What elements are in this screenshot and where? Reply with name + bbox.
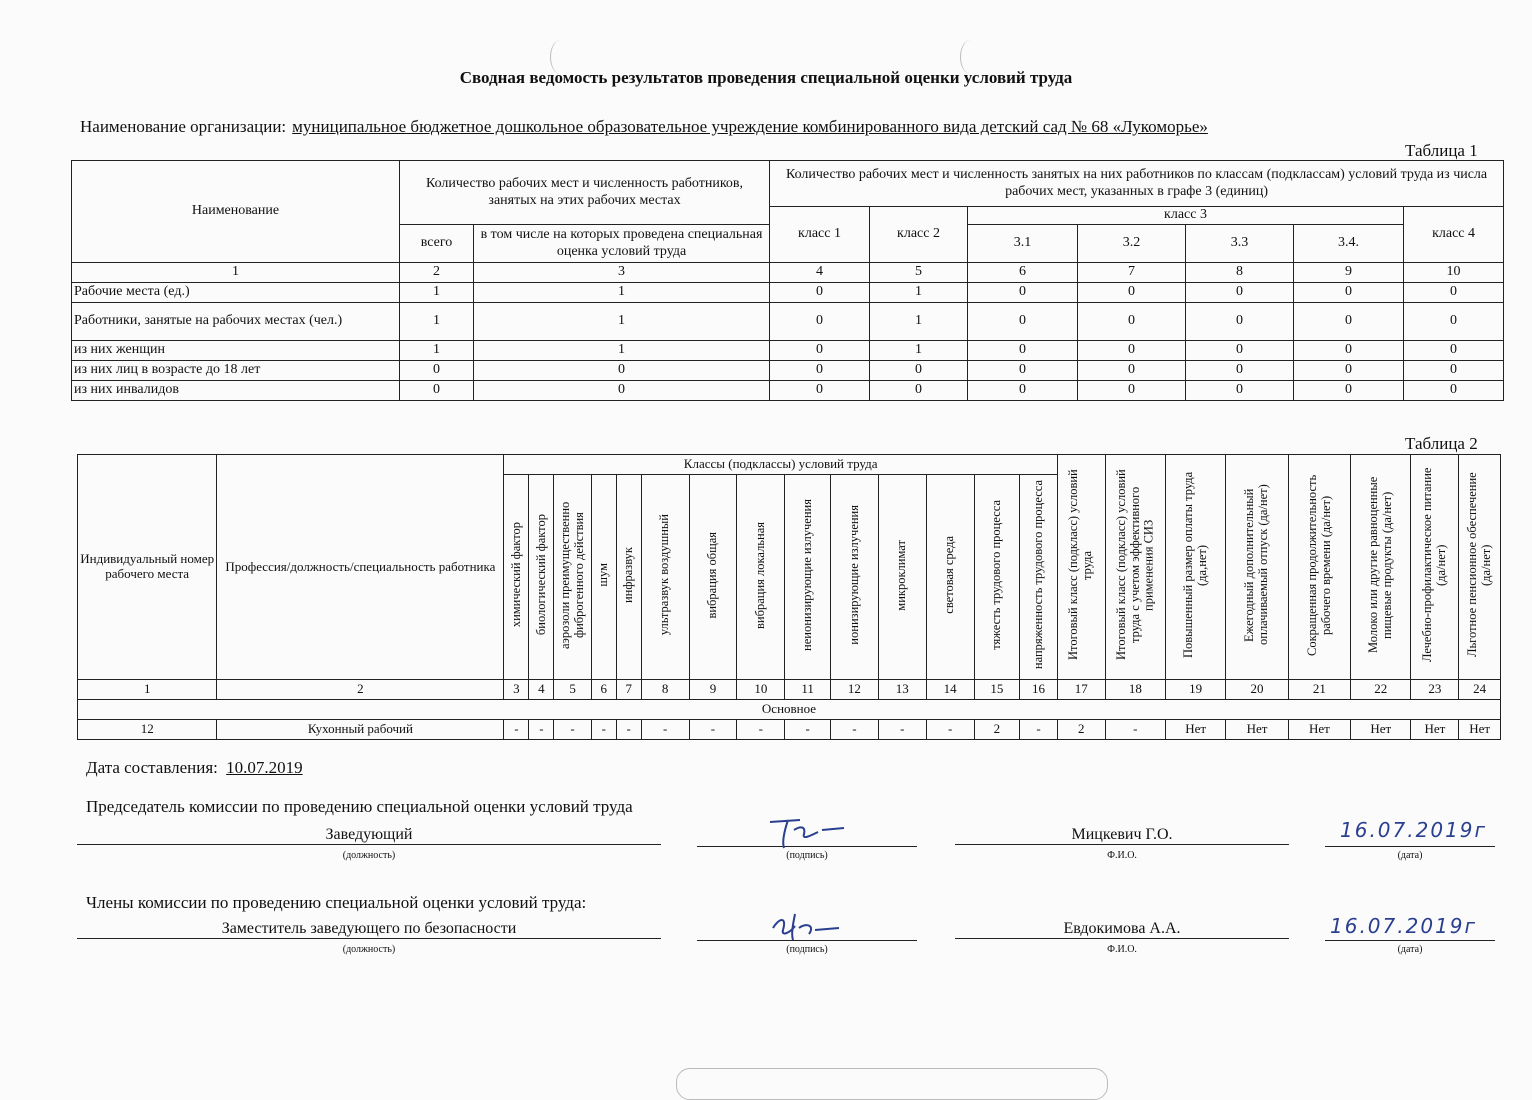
header-name: Наименование — [72, 161, 400, 263]
position-caption: (должность) — [342, 850, 396, 861]
column-number: 8 — [1186, 263, 1294, 283]
row-label: из них лиц в возрасте до 18 лет — [72, 361, 400, 381]
header-factor — [504, 475, 529, 680]
table-cell: Нет — [1165, 719, 1225, 739]
table-cell: 1 — [474, 341, 770, 361]
header-factor — [1020, 475, 1058, 680]
header-factor-label: ионизирующие излучения — [846, 505, 861, 645]
table-cell: 0 — [1294, 283, 1404, 303]
column-number: 10 — [1404, 263, 1504, 283]
document-title: Сводная ведомость результатов проведения специальной оценки условий труда — [459, 68, 1073, 87]
table-cell: 0 — [770, 303, 870, 341]
table-cell: 0 — [1078, 381, 1186, 401]
table-cell: Нет — [1411, 719, 1459, 739]
table-cell: 0 — [770, 381, 870, 401]
header-extra-label: Лечебно-профилактическое питание (да/нет) — [1420, 467, 1448, 663]
table-cell: - — [878, 719, 926, 739]
table-cell: 0 — [1294, 341, 1404, 361]
header-extra — [1105, 455, 1165, 680]
table-cell: Нет — [1226, 719, 1288, 739]
table-2 — [77, 454, 1501, 740]
fio-caption: Ф.И.О. — [1107, 944, 1137, 955]
row-label: из них женщин — [72, 341, 400, 361]
date-line — [86, 758, 303, 778]
column-number: 2 — [400, 263, 474, 283]
header-factor-label: биологический фактор — [533, 514, 548, 636]
table-cell: 0 — [400, 381, 474, 401]
date-caption: (дата) — [1397, 944, 1423, 955]
header-factor-label: инфразвук — [620, 546, 635, 603]
table-cell: 0 — [968, 341, 1078, 361]
table2-caption: Таблица 2 — [1405, 434, 1478, 453]
header-factor — [831, 475, 879, 680]
header-extra-label: Молоко или другие равноценные пищевые продукты (да/нет) — [1366, 476, 1394, 654]
table-cell: Нет — [1351, 719, 1411, 739]
header-extra-label: Итоговый класс (подкласс) условий труда с учетом эффективного применения СИЗ — [1113, 469, 1156, 661]
header-3-4: 3.4. — [1294, 225, 1404, 263]
table-cell: 1 — [870, 283, 968, 303]
table-cell: - — [504, 719, 529, 739]
column-number: 20 — [1226, 679, 1288, 699]
table-cell: 2 — [1057, 719, 1105, 739]
header-factor-label: ультразвук воздушный — [657, 514, 672, 636]
table-cell: 0 — [1186, 361, 1294, 381]
table-cell: 0 — [1186, 341, 1294, 361]
table-cell: 0 — [1078, 283, 1186, 303]
table-1 — [71, 160, 1504, 401]
header-extra — [1351, 455, 1411, 680]
header-profession: Профессия/должность/специальность работника — [217, 455, 504, 680]
table-cell: 1 — [400, 341, 474, 361]
header-extra-label: Итоговый класс (подкласс) условий труда — [1066, 469, 1095, 661]
date-caption: (дата) — [1397, 850, 1423, 861]
table-cell: - — [641, 719, 689, 739]
table-cell: 0 — [770, 361, 870, 381]
position-caption: (должность) — [342, 944, 396, 955]
org-label: Наименование организации: — [80, 117, 287, 136]
header-factor-label: шум — [595, 563, 610, 587]
table-cell: 0 — [1404, 361, 1504, 381]
organization-line — [80, 117, 1208, 137]
header-factor-label: напряженность трудового процесса — [1030, 480, 1045, 670]
member-fio: Евдокимова А.А. — [955, 920, 1289, 939]
table-cell: 1 — [474, 303, 770, 341]
column-number: 7 — [616, 679, 641, 699]
header-extra-label: Сокращенная продолжительность рабочего времени (да/нет) — [1304, 474, 1333, 656]
column-number: 18 — [1105, 679, 1165, 699]
header-factor-label: световая среда — [942, 536, 957, 614]
column-numbers-row — [78, 679, 1501, 699]
column-number: 19 — [1165, 679, 1225, 699]
header-factor-label: химический фактор — [508, 522, 523, 628]
column-numbers-row — [72, 263, 1504, 283]
table-row — [72, 361, 1504, 381]
column-number: 4 — [529, 679, 554, 699]
table-cell: - — [554, 719, 591, 739]
table-cell: 0 — [1078, 361, 1186, 381]
table-cell: - — [529, 719, 554, 739]
chair-heading: Председатель комиссии по проведению специальной оценки условий труда — [86, 797, 633, 816]
table-cell: - — [737, 719, 785, 739]
table-cell: - — [591, 719, 616, 739]
signature-caption: (подпись) — [786, 944, 828, 955]
table-row — [72, 381, 1504, 401]
column-number: 6 — [968, 263, 1078, 283]
column-number: 22 — [1351, 679, 1411, 699]
table-cell: 1 — [474, 283, 770, 303]
date-value: 10.07.2019 — [226, 758, 303, 777]
table-cell: - — [616, 719, 641, 739]
header-factor-label: вибрация локальная — [752, 521, 767, 629]
table-cell: - — [1105, 719, 1165, 739]
header-factor — [926, 475, 974, 680]
column-number: 9 — [1294, 263, 1404, 283]
column-number: 14 — [926, 679, 974, 699]
table-cell: - — [926, 719, 974, 739]
table-cell: 0 — [1404, 283, 1504, 303]
signature-caption: (подпись) — [786, 850, 828, 861]
column-number: 16 — [1020, 679, 1058, 699]
table-cell: 2 — [974, 719, 1020, 739]
column-number: 3 — [474, 263, 770, 283]
header-extra — [1288, 455, 1350, 680]
table-cell: 0 — [1294, 361, 1404, 381]
table-cell: Нет — [1459, 719, 1501, 739]
header-factor — [878, 475, 926, 680]
row-label: Рабочие места (ед.) — [72, 283, 400, 303]
table-cell: 0 — [770, 341, 870, 361]
member-signature — [765, 906, 845, 946]
table-cell: 1 — [400, 303, 474, 341]
member-date-line — [1325, 940, 1495, 941]
table-cell: Нет — [1288, 719, 1350, 739]
header-factor-label: неионизирующие излучения — [799, 499, 814, 651]
table-cell: 0 — [474, 381, 770, 401]
header-workplace-number: Индивидуальный номер рабочего места — [78, 455, 217, 680]
header-factor — [591, 475, 616, 680]
column-number: 17 — [1057, 679, 1105, 699]
member-date: 16.07.2019г — [1330, 914, 1478, 938]
chair-signature — [760, 812, 850, 852]
section-main: Основное — [78, 699, 1501, 719]
table-cell: - — [785, 719, 831, 739]
table-cell: 0 — [968, 381, 1078, 401]
table-row — [72, 341, 1504, 361]
header-factor — [529, 475, 554, 680]
table-cell: 0 — [1078, 341, 1186, 361]
column-number: 5 — [554, 679, 591, 699]
column-number: 10 — [737, 679, 785, 699]
header-extra-label: Льготное пенсионное обеспечение (да/нет) — [1464, 472, 1493, 658]
row-label: из них инвалидов — [72, 381, 400, 401]
header-extra — [1057, 455, 1105, 680]
column-number: 23 — [1411, 679, 1459, 699]
header-assessed: в том числе на которых проведена специальная оценка условий труда — [474, 225, 770, 263]
header-factor — [974, 475, 1020, 680]
header-extra — [1165, 455, 1225, 680]
header-factor — [689, 475, 737, 680]
table-cell: 0 — [968, 361, 1078, 381]
column-number: 4 — [770, 263, 870, 283]
column-number: 1 — [78, 679, 217, 699]
header-extra — [1226, 455, 1288, 680]
header-class-1: класс 1 — [770, 207, 870, 263]
table-cell: 1 — [400, 283, 474, 303]
chair-date-line — [1325, 846, 1495, 847]
row-label: Работники, занятые на рабочих местах (чел.) — [72, 303, 400, 341]
column-number: 5 — [870, 263, 968, 283]
members-heading: Члены комиссии по проведению специальной оценки условий труда: — [86, 893, 587, 912]
header-classes: Классы (подклассы) условий труда — [504, 455, 1057, 475]
column-number: 3 — [504, 679, 529, 699]
table-cell: 0 — [968, 283, 1078, 303]
header-extra-label: Ежегодный дополнительный оплачиваемый отпуск (да/нет) — [1242, 484, 1271, 646]
chair-date: 16.07.2019г — [1340, 818, 1488, 842]
header-factor — [641, 475, 689, 680]
header-extra — [1411, 455, 1459, 680]
header-extra-label: Повышенный размер оплаты труда (да,нет) — [1180, 471, 1209, 659]
column-number: 8 — [641, 679, 689, 699]
column-number: 6 — [591, 679, 616, 699]
header-factor — [737, 475, 785, 680]
chair-position: Заведующий — [77, 826, 661, 845]
header-class-3: класс 3 — [968, 207, 1404, 225]
header-factor — [616, 475, 641, 680]
table-cell: 0 — [1294, 303, 1404, 341]
table-row — [78, 719, 1501, 739]
header-factor-label: вибрация общая — [705, 531, 720, 619]
table-cell: 0 — [870, 381, 968, 401]
header-total: всего — [400, 225, 474, 263]
workplace-number: 12 — [78, 719, 217, 739]
header-by-class: Количество рабочих мест и численность занятых на них работников по классам (подклассам) условий труда из числа рабочих мест, указанных в графе 3 (единиц) — [770, 161, 1504, 207]
table-row — [72, 303, 1504, 341]
column-number: 2 — [217, 679, 504, 699]
table-cell: 1 — [870, 341, 968, 361]
column-number: 21 — [1288, 679, 1350, 699]
header-factor — [785, 475, 831, 680]
table-row — [72, 283, 1504, 303]
fio-caption: Ф.И.О. — [1107, 850, 1137, 861]
table-cell: 0 — [770, 283, 870, 303]
header-factor — [554, 475, 591, 680]
column-number: 13 — [878, 679, 926, 699]
table-cell: 0 — [400, 361, 474, 381]
table-cell: 0 — [1186, 381, 1294, 401]
header-factor-label: аэрозоли преимущественно фиброгенного действия — [557, 501, 586, 649]
header-extra — [1459, 455, 1501, 680]
column-number: 24 — [1459, 679, 1501, 699]
table-cell: 0 — [1404, 303, 1504, 341]
header-3-2: 3.2 — [1078, 225, 1186, 263]
header-class-2: класс 2 — [870, 207, 968, 263]
member-position: Заместитель заведующего по безопасности — [77, 920, 661, 939]
table-cell: 0 — [474, 361, 770, 381]
header-class-4: класс 4 — [1404, 207, 1504, 263]
header-factor-label: тяжесть трудового процесса — [989, 500, 1004, 650]
header-factor-label: микроклимат — [894, 539, 909, 611]
table1-caption: Таблица 1 — [1405, 141, 1478, 160]
table-cell: - — [689, 719, 737, 739]
profession: Кухонный рабочий — [217, 719, 504, 739]
table-cell: 0 — [1186, 283, 1294, 303]
date-label: Дата составления: — [86, 758, 218, 777]
column-number: 7 — [1078, 263, 1186, 283]
table-cell: - — [1020, 719, 1058, 739]
column-number: 15 — [974, 679, 1020, 699]
table-cell: - — [831, 719, 879, 739]
column-number: 9 — [689, 679, 737, 699]
header-quantity: Количество рабочих мест и численность работников, занятых на этих рабочих местах — [400, 161, 770, 225]
header-3-3: 3.3 — [1186, 225, 1294, 263]
table-cell: 0 — [1294, 381, 1404, 401]
table-cell: 0 — [870, 361, 968, 381]
column-number: 11 — [785, 679, 831, 699]
table-cell: 0 — [968, 303, 1078, 341]
column-number: 1 — [72, 263, 400, 283]
table-cell: 0 — [1186, 303, 1294, 341]
column-number: 12 — [831, 679, 879, 699]
table-cell: 0 — [1404, 381, 1504, 401]
header-3-1: 3.1 — [968, 225, 1078, 263]
table-cell: 0 — [1404, 341, 1504, 361]
scan-edge — [676, 1068, 1108, 1100]
chair-fio: Мицкевич Г.О. — [955, 826, 1289, 845]
org-name: муниципальное бюджетное дошкольное образовательное учреждение комбинированного вида детский сад № 68 «Лукоморье» — [292, 117, 1208, 136]
table-cell: 1 — [870, 303, 968, 341]
table-cell: 0 — [1078, 303, 1186, 341]
